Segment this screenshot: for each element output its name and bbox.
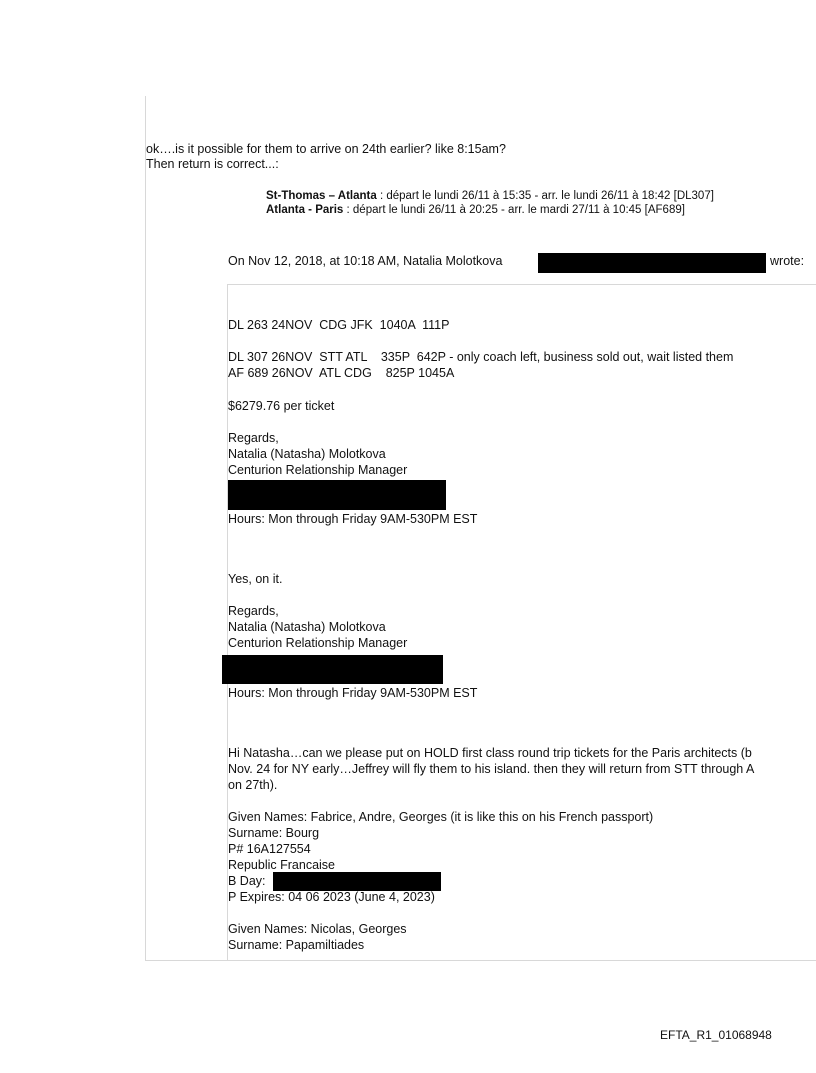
flight-line-2: DL 307 26NOV STT ATL 335P 642P - only coach left, business sold out, wait listed them [228,350,734,364]
signature-title-2: Centurion Relationship Manager [228,636,408,650]
price-text: $6279.76 per ticket [228,399,335,413]
signature-title-1: Centurion Relationship Manager [228,463,408,477]
quote-top-border [227,284,816,285]
given-names-2: Given Names: Nicolas, Georges [228,922,407,936]
given-names-1: Given Names: Fabrice, Andre, Georges (it is like this on his French passport) [228,810,654,824]
request-line-2: Nov. 24 for NY early…Jeffrey will fly them to his island. then they will return from STT through A [228,762,755,776]
regards-1: Regards, [228,431,279,445]
signature-name-1: Natalia (Natasha) Molotkova [228,447,386,461]
passport-expiry: P Expires: 04 06 2023 (June 4, 2023) [228,890,435,904]
itinerary-route-2: Atlanta - Paris [266,204,344,216]
redaction-birthday [273,872,441,891]
redaction-email [538,253,766,273]
redaction-signature-1 [228,480,446,510]
quote-header-suffix: wrote: [770,254,805,268]
surname-1: Surname: Bourg [228,826,320,840]
reply-body: Yes, on it. [228,572,283,586]
itinerary-detail-2: : départ le lundi 26/11 à 20:25 - arr. le mardi 27/11 à 10:45 [AF689] [343,204,685,216]
redaction-signature-2 [222,655,443,684]
surname-2: Surname: Papamiltiades [228,938,365,952]
message-line-1: ok….is it possible for them to arrive on 24th earlier? like 8:15am? [146,142,506,156]
itinerary-detail-1: : départ le lundi 26/11 à 15:35 - arr. le lundi 26/11 à 18:42 [DL307] [376,190,714,202]
request-line-3: on 27th). [228,778,278,792]
itinerary-line-1 [266,189,714,203]
hours-1: Hours: Mon through Friday 9AM-530PM EST [228,512,478,526]
republic-text: Republic Francaise [228,858,335,872]
quote-header-prefix: On Nov 12, 2018, at 10:18 AM, Natalia Molotkova [228,254,503,268]
flight-line-1: DL 263 24NOV CDG JFK 1040A 111P [228,318,450,332]
message-line-2: Then return is correct...: [146,157,279,171]
signature-name-2: Natalia (Natasha) Molotkova [228,620,386,634]
outer-left-border [145,96,146,960]
regards-2: Regards, [228,604,279,618]
birthday-label: B Day: [228,874,266,888]
flight-line-3: AF 689 26NOV ATL CDG 825P 1045A [228,366,455,380]
document-id: EFTA_R1_01068948 [660,1028,772,1042]
itinerary-route-1: St-Thomas – Atlanta [266,190,377,202]
passport-number: P# 16A127554 [228,842,311,856]
hours-2: Hours: Mon through Friday 9AM-530PM EST [228,686,478,700]
request-line-1: Hi Natasha…can we please put on HOLD first class round trip tickets for the Paris architects (b [228,746,752,760]
itinerary-line-2 [266,203,685,217]
outer-bottom-border [145,960,816,961]
